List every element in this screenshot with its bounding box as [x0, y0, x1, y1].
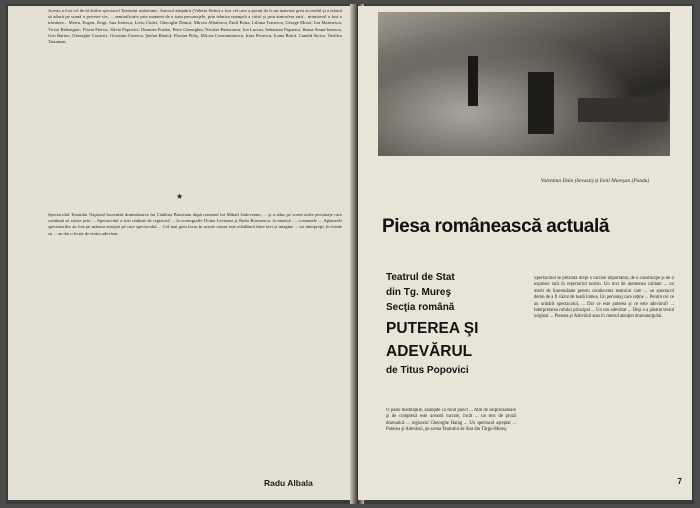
section-divider-star: ★	[176, 192, 184, 201]
play-title-line-2: ADEVĂRUL	[386, 343, 473, 360]
play-title-line-1: PUTEREA ŞI	[386, 320, 479, 337]
play-author: de Titus Popovici	[386, 365, 469, 376]
right-page	[358, 6, 692, 500]
section-headline: Piesa românească actuală	[382, 216, 609, 237]
review-header	[386, 270, 516, 378]
left-article-block-2: Spectacolul Teatrului Naţional însceniză dramatizarea lui Cătălina Buzoianu după romanul lui Mihail Sadoveanu, ... şi a adus pe scenă acele personaje care continuă să existe prin ... Spectacolul a fost realizat de regizorul ... la scenografie Doina Levintza şi Radu Boruzescu, la muzică ..., costumele ... Aplauzele spectatorilor au fost pe măsura emoţiei pe care spectacolul ... Cel mai greu lucru în aceste cazuri este echilibrul între text şi imagine ... iar interpreţii, în frunte cu ... au dat o lecţie de teatru adevărat.	[48, 212, 342, 236]
left-article-block-1: Acesta a fost cel de-al doilea spectacol Teatrului radiofonic. Autorul adaptării (Valeriu Sirbu) a fost cel care a pornit de la un material greu accesibil şi a izbutit să aducă pe scenă o poveste vie, ... seminificativ prin maniera de a trata personajele, prin tehnica nuanţată a citirii şi prin atmosfera rară... ministerul a fost o trimitere... Meriu, Eugen, Zeigi, Ana Ionescu, Liviu Ciulei, Gheorghe Dinică, Mircea Albulescu, Emil Botta, Liliana Tomescu, George Motoi, Ion Marinescu, Victor Rebengiuc, Florin Piersic, Silvia Popovici, Dumitru Furdui, Petre Gheorghiu, Nicolae Brancomir, Ion Lucian, Sebastian Papaiani, Ileana Stana-Ionescu, Geo Barton, Gheorghe Cozorici, Octavian Cotescu, Ştefan Bănică, Florian Pittiş, Mircea Constantinescu, Irina Petrescu, Ioana Bulcă, Candid Stoica, Vasilica Tastaman.	[48, 8, 342, 45]
review-column-right: Spectacolul se prezintă drept o lucrare importantă, de o construcţie şi de o expresie rară în repertoriul nostru. Un text de asemenea calitate ... un merit de însemnătate pentru conducerea teatrului care ... un spectacol demn de a fi văzut de toată lumea. Un personaj care reţine ... Pentru cei ce au urmărit spectacolul, ... Dar ce este puterea şi ce este adevărul? ... Interpretarea rolului principal ... Un om adevărat ... Deşi s-a păstrat textul original ... Puterea şi Adevărul stau în centrul atenţiei dramaturgului.	[534, 276, 674, 320]
review-column-left: O paste meditațiile, anunţate ca fiind punct ... Atât de surprinzătoare şi de complexă este această lucrare, încât ... un text de proză dramatică ... regizorul Gheorghe Harag ... Un spectacol aşteptat ... Puterea şi Adevărul, pe scena Teatrului de Stat din Târgu-Mureş.	[386, 408, 516, 433]
theatre-section: Secţia română	[386, 302, 455, 313]
theatre-city: din Tg. Mureş	[386, 287, 451, 298]
magazine-spread	[6, 4, 694, 504]
left-page	[8, 6, 354, 500]
article-author: Radu Albala	[264, 478, 313, 488]
theatre-name: Teatrul de Stat	[386, 272, 455, 283]
stage-photo	[378, 12, 670, 156]
page-number: 7	[677, 477, 682, 486]
photo-caption: Valentina Dain (Sevasti) și Emil Mureșan (Pandu)	[540, 178, 650, 184]
